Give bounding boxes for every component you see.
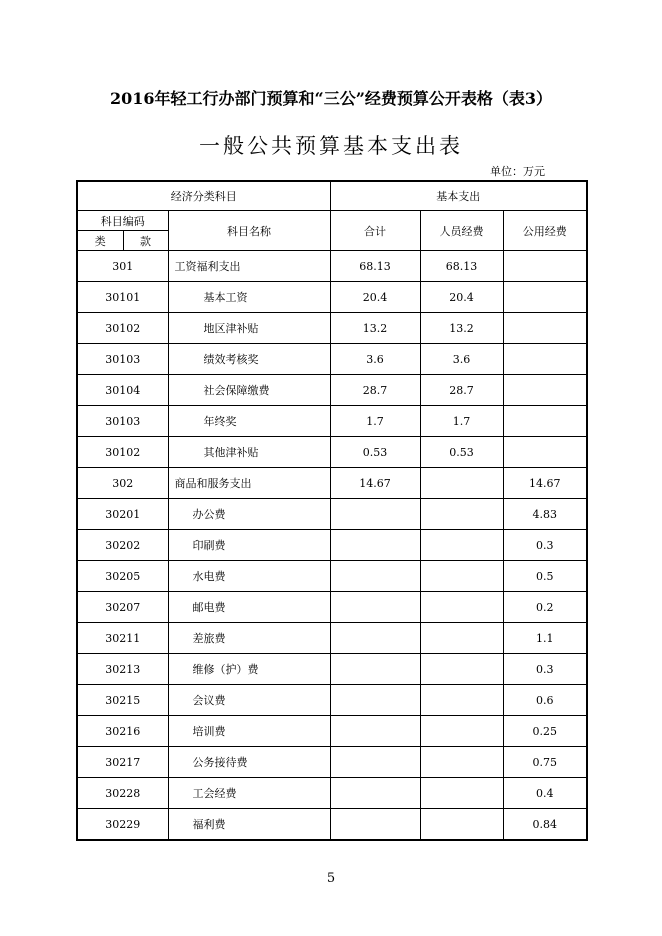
subject-name-cell: 工资福利支出: [168, 251, 330, 282]
document-title: 2016年轻工行办部门预算和“三公”经费预算公开表格（表3）: [109, 89, 553, 108]
subject-code-cell: 30103: [77, 406, 168, 437]
public-cell: 0.2: [503, 592, 587, 623]
total-cell: [330, 778, 420, 809]
table-row: [77, 561, 587, 592]
total-cell: [330, 747, 420, 778]
header-public: 公用经费: [503, 211, 587, 251]
subject-code-cell: 30102: [77, 313, 168, 344]
table-title: 一般公共预算基本支出表: [199, 134, 463, 158]
table-row: [77, 809, 587, 841]
total-cell: 1.7: [330, 406, 420, 437]
header-subject-name: 科目名称: [168, 211, 330, 251]
header-row-2: [77, 211, 587, 231]
subject-name-cell: 商品和服务支出: [168, 468, 330, 499]
total-cell: 13.2: [330, 313, 420, 344]
subject-code-cell: 30104: [77, 375, 168, 406]
personnel-cell: [420, 778, 503, 809]
table-row: [77, 592, 587, 623]
header-row-1: [77, 181, 587, 211]
public-cell: 0.84: [503, 809, 587, 841]
subject-name-cell: 邮电费: [168, 592, 330, 623]
personnel-cell: [420, 716, 503, 747]
total-cell: 28.7: [330, 375, 420, 406]
personnel-cell: [420, 654, 503, 685]
personnel-cell: 0.53: [420, 437, 503, 468]
unit-label: 单位：万元: [490, 165, 545, 178]
header-class: 类: [77, 231, 123, 251]
page-number: 5: [326, 871, 336, 886]
public-cell: 0.3: [503, 654, 587, 685]
subject-code-cell: 30217: [77, 747, 168, 778]
total-cell: [330, 561, 420, 592]
personnel-cell: [420, 809, 503, 841]
total-cell: 14.67: [330, 468, 420, 499]
subject-name-cell: 印刷费: [168, 530, 330, 561]
total-cell: 0.53: [330, 437, 420, 468]
table-row: [77, 437, 587, 468]
table-row: [77, 344, 587, 375]
personnel-cell: 68.13: [420, 251, 503, 282]
table-row: [77, 623, 587, 654]
personnel-cell: [420, 468, 503, 499]
total-cell: [330, 716, 420, 747]
header-section: 款: [123, 231, 168, 251]
table-row: [77, 747, 587, 778]
personnel-cell: [420, 592, 503, 623]
public-cell: [503, 313, 587, 344]
subject-code-cell: 30215: [77, 685, 168, 716]
total-cell: [330, 685, 420, 716]
public-cell: 0.6: [503, 685, 587, 716]
subject-code-cell: 30201: [77, 499, 168, 530]
public-cell: [503, 437, 587, 468]
table-row: [77, 251, 587, 282]
total-cell: [330, 654, 420, 685]
subject-code-cell: 30211: [77, 623, 168, 654]
public-cell: 4.83: [503, 499, 587, 530]
subject-name-cell: 公务接待费: [168, 747, 330, 778]
subject-code-cell: 30205: [77, 561, 168, 592]
personnel-cell: 20.4: [420, 282, 503, 313]
subject-name-cell: 培训费: [168, 716, 330, 747]
public-cell: 0.75: [503, 747, 587, 778]
header-basic-expenditure: 基本支出: [330, 181, 587, 211]
subject-name-cell: 维修（护）费: [168, 654, 330, 685]
header-subject-code: 科目编码: [77, 211, 168, 231]
subject-code-cell: 30207: [77, 592, 168, 623]
total-cell: [330, 623, 420, 654]
public-cell: [503, 282, 587, 313]
public-cell: 0.25: [503, 716, 587, 747]
total-cell: [330, 809, 420, 841]
subject-name-cell: 工会经费: [168, 778, 330, 809]
table-row: [77, 468, 587, 499]
subject-name-cell: 水电费: [168, 561, 330, 592]
total-cell: 68.13: [330, 251, 420, 282]
subject-name-cell: 福利费: [168, 809, 330, 841]
subject-code-cell: 30229: [77, 809, 168, 841]
subject-code-cell: 30101: [77, 282, 168, 313]
subject-code-cell: 30103: [77, 344, 168, 375]
total-cell: [330, 499, 420, 530]
public-cell: 14.67: [503, 468, 587, 499]
subject-code-cell: 302: [77, 468, 168, 499]
table-row: [77, 716, 587, 747]
table-row: [77, 685, 587, 716]
table-row: [77, 499, 587, 530]
personnel-cell: 1.7: [420, 406, 503, 437]
personnel-cell: [420, 623, 503, 654]
total-cell: [330, 592, 420, 623]
public-cell: [503, 375, 587, 406]
public-cell: 0.4: [503, 778, 587, 809]
header-economic-category: 经济分类科目: [77, 181, 330, 211]
total-cell: 3.6: [330, 344, 420, 375]
table-row: [77, 778, 587, 809]
personnel-cell: 3.6: [420, 344, 503, 375]
table-row: [77, 375, 587, 406]
personnel-cell: [420, 530, 503, 561]
personnel-cell: 13.2: [420, 313, 503, 344]
personnel-cell: [420, 685, 503, 716]
personnel-cell: [420, 747, 503, 778]
subject-name-cell: 地区津补贴: [168, 313, 330, 344]
subject-code-cell: 30213: [77, 654, 168, 685]
personnel-cell: 28.7: [420, 375, 503, 406]
subject-name-cell: 年终奖: [168, 406, 330, 437]
subject-name-cell: 基本工资: [168, 282, 330, 313]
subject-code-cell: 30102: [77, 437, 168, 468]
total-cell: 20.4: [330, 282, 420, 313]
subject-name-cell: 社会保障缴费: [168, 375, 330, 406]
personnel-cell: [420, 561, 503, 592]
table-row: [77, 530, 587, 561]
budget-table: [76, 180, 588, 841]
public-cell: 1.1: [503, 623, 587, 654]
subject-name-cell: 绩效考核奖: [168, 344, 330, 375]
public-cell: [503, 406, 587, 437]
table-row: [77, 313, 587, 344]
subject-code-cell: 301: [77, 251, 168, 282]
public-cell: [503, 344, 587, 375]
total-cell: [330, 530, 420, 561]
subject-code-cell: 30228: [77, 778, 168, 809]
header-personnel: 人员经费: [420, 211, 503, 251]
personnel-cell: [420, 499, 503, 530]
public-cell: [503, 251, 587, 282]
public-cell: 0.5: [503, 561, 587, 592]
subject-code-cell: 30202: [77, 530, 168, 561]
header-total: 合计: [330, 211, 420, 251]
subject-name-cell: 其他津补贴: [168, 437, 330, 468]
subject-name-cell: 会议费: [168, 685, 330, 716]
public-cell: 0.3: [503, 530, 587, 561]
subject-code-cell: 30216: [77, 716, 168, 747]
table-row: [77, 654, 587, 685]
table-row: [77, 282, 587, 313]
subject-name-cell: 差旅费: [168, 623, 330, 654]
table-row: [77, 406, 587, 437]
subject-name-cell: 办公费: [168, 499, 330, 530]
